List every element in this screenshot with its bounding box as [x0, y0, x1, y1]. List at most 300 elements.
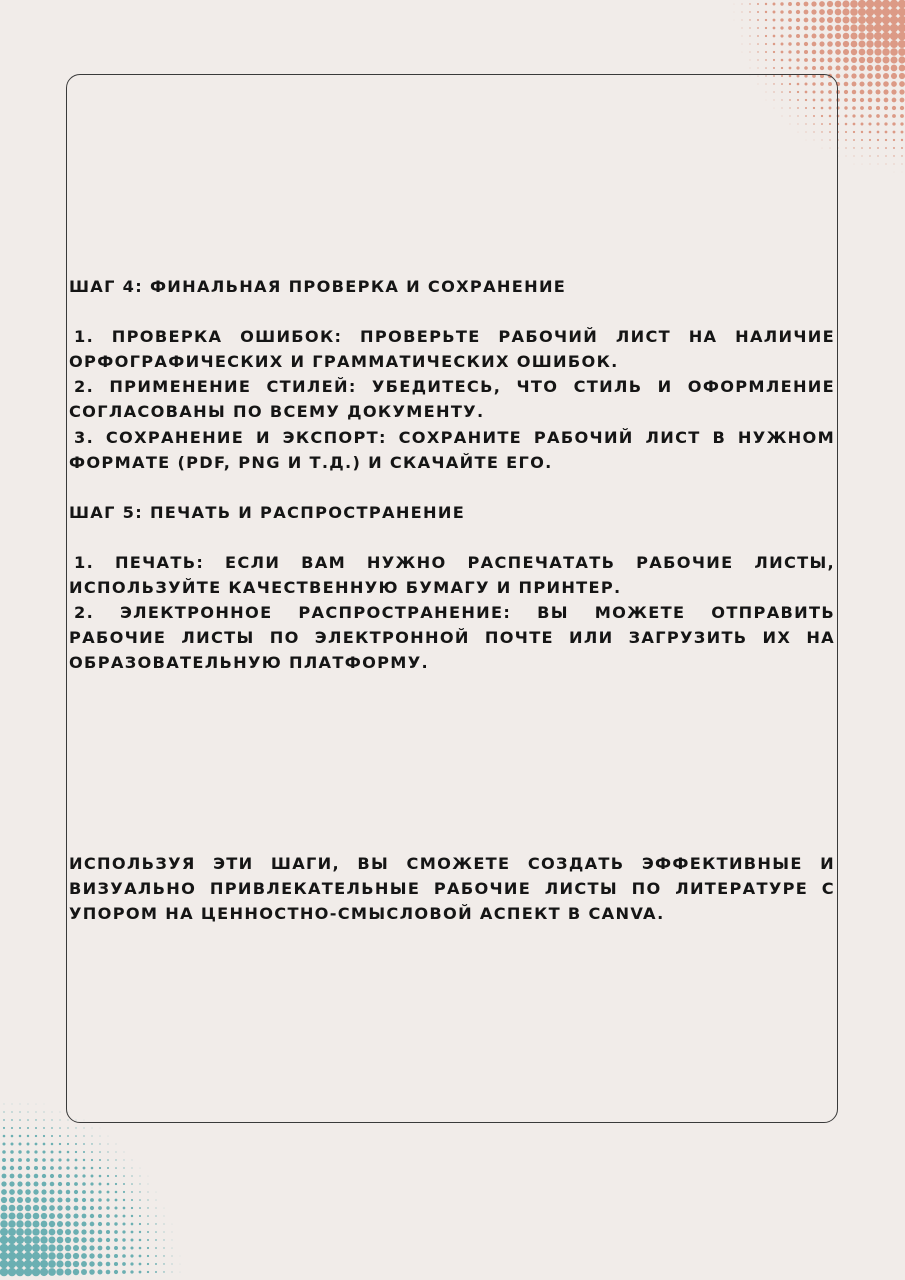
halftone-dot [20, 1104, 21, 1105]
halftone-dot [106, 1222, 110, 1226]
halftone-dot [0, 1212, 7, 1219]
halftone-dot [788, 10, 792, 14]
halftone-dot [854, 164, 855, 165]
halftone-dot [734, 12, 735, 13]
halftone-dot [57, 1197, 62, 1202]
halftone-dot [878, 164, 879, 165]
halftone-dot [27, 1143, 30, 1146]
halftone-dot [180, 1264, 181, 1265]
halftone-dot [781, 59, 784, 62]
halftone-dot [66, 1166, 69, 1169]
halftone-dot [163, 1263, 164, 1264]
halftone-dot [57, 1221, 63, 1227]
halftone-dot [147, 1271, 149, 1273]
halftone-dot [66, 1174, 70, 1178]
halftone-dot [796, 26, 800, 30]
halftone-dot [820, 66, 824, 70]
halftone-dot [869, 131, 872, 134]
halftone-dot [32, 1268, 41, 1277]
halftone-dot [48, 1268, 56, 1276]
halftone-dot [84, 1128, 85, 1129]
halftone-dot [9, 1197, 15, 1203]
halftone-dot [853, 147, 854, 148]
halftone-dot [83, 1167, 86, 1170]
halftone-dot [33, 1213, 40, 1220]
halftone-dot [74, 1198, 79, 1203]
halftone-dot [83, 1143, 85, 1145]
halftone-dot [41, 1205, 47, 1211]
halftone-dot [899, 81, 905, 87]
halftone-dot [0, 1244, 8, 1253]
halftone-dot [827, 49, 832, 54]
halftone-dot [34, 1150, 37, 1153]
halftone-dot [98, 1222, 102, 1226]
halftone-dot [835, 65, 840, 70]
halftone-dot [796, 50, 800, 54]
halftone-dot [853, 131, 855, 133]
halftone-dot [898, 0, 905, 8]
halftone-dot [773, 19, 776, 22]
halftone-dot [25, 1189, 31, 1195]
halftone-dot [869, 155, 870, 156]
halftone-dot [869, 139, 871, 141]
halftone-dot [25, 1181, 30, 1186]
halftone-dot [19, 1119, 21, 1121]
halftone-dot [90, 1190, 94, 1194]
halftone-dot [164, 1216, 165, 1217]
halftone-dot [40, 1236, 47, 1243]
halftone-dot [172, 1248, 173, 1249]
halftone-dot [123, 1183, 125, 1185]
halftone-dot [900, 114, 904, 118]
document-body [69, 274, 835, 926]
halftone-dot [68, 1120, 69, 1121]
halftone-dot [147, 1223, 149, 1225]
halftone-dot [16, 1236, 24, 1244]
halftone-dot [3, 1127, 5, 1129]
halftone-dot [18, 1150, 21, 1153]
halftone-dot [172, 1264, 173, 1265]
halftone-dot [859, 49, 866, 56]
halftone-dot [106, 1206, 109, 1209]
halftone-dot [867, 73, 873, 79]
halftone-dot [868, 90, 873, 95]
halftone-dot [17, 1181, 22, 1186]
halftone-dot [804, 2, 809, 7]
halftone-dot [901, 139, 903, 141]
halftone-dot [24, 1252, 33, 1261]
halftone-dot [749, 27, 750, 28]
halftone-dot [28, 1104, 29, 1105]
halftone-dot [66, 1198, 71, 1203]
halftone-dot [147, 1215, 149, 1217]
halftone-dot [851, 57, 857, 63]
halftone-dot [98, 1190, 101, 1193]
halftone-dot [10, 1174, 15, 1179]
halftone-dot [900, 98, 905, 103]
halftone-dot [123, 1167, 124, 1168]
halftone-dot [172, 1224, 173, 1225]
halftone-dot [82, 1198, 86, 1202]
halftone-dot [8, 1260, 17, 1269]
halftone-dot [0, 1220, 8, 1228]
halftone-dot [58, 1182, 62, 1186]
halftone-dot [804, 18, 809, 23]
halftone-dot [1, 1189, 7, 1195]
halftone-dot [123, 1191, 125, 1193]
halftone-dot [17, 1205, 24, 1212]
halftone-dot [107, 1159, 109, 1161]
halftone-dot [114, 1238, 118, 1242]
halftone-dot [901, 131, 904, 134]
halftone-dot [858, 8, 866, 16]
halftone-dot [874, 0, 883, 8]
halftone-dot [859, 73, 865, 79]
halftone-dot [882, 24, 891, 33]
halftone-dot [0, 1252, 8, 1261]
halftone-dot [81, 1237, 86, 1242]
halftone-dot [41, 1197, 47, 1203]
halftone-dot [852, 82, 857, 87]
halftone-dot [827, 9, 833, 15]
halftone-dot [844, 74, 849, 79]
halftone-dot [34, 1166, 38, 1170]
halftone-dot [17, 1189, 23, 1195]
halftone-dot [35, 1135, 37, 1137]
halftone-dot [57, 1237, 64, 1244]
halftone-dot [155, 1255, 157, 1257]
halftone-dot [99, 1167, 101, 1169]
halftone-dot [742, 20, 743, 21]
halftone-dot [164, 1224, 165, 1225]
halftone-dot [163, 1255, 164, 1256]
halftone-dot [65, 1253, 72, 1260]
halftone-dot [890, 56, 897, 63]
halftone-dot [18, 1158, 22, 1162]
halftone-dot [8, 1220, 16, 1228]
halftone-dot [139, 1231, 141, 1233]
halftone-dot [1, 1205, 8, 1212]
halftone-dot [122, 1238, 125, 1241]
halftone-dot [11, 1127, 13, 1129]
halftone-dot [861, 131, 863, 133]
halftone-dot [32, 1228, 39, 1235]
halftone-dot [842, 16, 849, 23]
halftone-dot [73, 1213, 78, 1218]
halftone-dot [89, 1269, 95, 1275]
halftone-dot [757, 3, 759, 5]
halftone-dot [869, 147, 871, 149]
halftone-dot [74, 1206, 79, 1211]
halftone-dot [876, 122, 879, 125]
halftone-dot [0, 1268, 8, 1277]
halftone-dot [796, 42, 800, 46]
halftone-dot [51, 1135, 53, 1137]
halftone-dot [75, 1127, 76, 1128]
halftone-dot [877, 147, 879, 149]
halftone-dot [861, 139, 863, 141]
halftone-dot [9, 1189, 15, 1195]
halftone-dot [100, 1136, 101, 1137]
halftone-dot [132, 1160, 133, 1161]
halftone-dot [874, 40, 882, 48]
halftone-dot [820, 58, 825, 63]
halftone-dot [106, 1238, 110, 1242]
halftone-dot [765, 59, 767, 61]
halftone-dot [883, 89, 888, 94]
halftone-dot [99, 1151, 101, 1153]
halftone-dot [11, 1135, 14, 1138]
halftone-dot [81, 1221, 86, 1226]
halftone-dot [147, 1207, 148, 1208]
halftone-dot [861, 147, 863, 149]
halftone-dot [122, 1270, 126, 1274]
halftone-dot [843, 65, 848, 70]
halftone-dot [844, 98, 848, 102]
halftone-dot [757, 51, 758, 52]
halftone-dot [843, 49, 849, 55]
halftone-dot [92, 1128, 93, 1129]
halftone-dot [788, 2, 792, 6]
halftone-dot [67, 1127, 68, 1128]
halftone-dot [57, 1245, 64, 1252]
halftone-dot [891, 89, 896, 94]
halftone-dot [757, 67, 758, 68]
halftone-dot [885, 155, 886, 156]
halftone-dot [82, 1214, 87, 1219]
halftone-dot [862, 164, 863, 165]
halftone-dot [882, 8, 891, 17]
halftone-dot [842, 8, 849, 15]
halftone-dot [115, 1191, 118, 1194]
halftone-dot [44, 1112, 45, 1113]
halftone-dot [18, 1166, 22, 1170]
halftone-dot [40, 1228, 47, 1235]
halftone-dot [49, 1213, 55, 1219]
halftone-dot [18, 1174, 23, 1179]
halftone-dot [89, 1237, 94, 1242]
halftone-dot [780, 18, 783, 21]
halftone-dot [850, 24, 857, 31]
halftone-dot [877, 139, 879, 141]
halftone-dot [8, 1268, 17, 1277]
halftone-dot [734, 4, 735, 5]
halftone-dot [114, 1230, 118, 1234]
halftone-dot [107, 1183, 110, 1186]
halftone-dot [891, 65, 898, 72]
halftone-dot [811, 25, 816, 30]
halftone-dot [32, 1236, 40, 1244]
halftone-dot [742, 12, 743, 13]
halftone-dot [65, 1269, 72, 1276]
halftone-dot [827, 41, 833, 47]
halftone-dot [850, 32, 857, 39]
halftone-dot [877, 155, 878, 156]
halftone-dot [843, 25, 850, 32]
halftone-dot [1, 1197, 7, 1203]
halftone-dot [845, 123, 848, 126]
halftone-dot [845, 139, 847, 141]
halftone-dot [81, 1229, 86, 1234]
halftone-dot [757, 35, 759, 37]
halftone-dot [73, 1245, 79, 1251]
halftone-dot [83, 1151, 85, 1153]
halftone-dot [890, 0, 899, 8]
halftone-dot [139, 1183, 140, 1184]
halftone-dot [155, 1215, 156, 1216]
halftone-dot [851, 49, 857, 55]
halftone-dot [17, 1213, 24, 1220]
halftone-dot [835, 49, 841, 55]
halftone-dot [11, 1111, 12, 1112]
halftone-dot [882, 0, 891, 8]
halftone-dot [32, 1260, 41, 1269]
halftone-dot [82, 1174, 85, 1177]
halftone-dot [60, 1112, 61, 1113]
halftone-dot [780, 10, 783, 13]
halftone-dot [860, 90, 865, 95]
halftone-dot [892, 98, 897, 103]
halftone-dot [27, 1127, 29, 1129]
halftone-dot [81, 1253, 87, 1259]
halftone-dot [875, 65, 881, 71]
halftone-dot [16, 1252, 25, 1261]
halftone-dot [867, 81, 872, 86]
halftone-dot [749, 3, 750, 4]
halftone-dot [2, 1150, 6, 1154]
halftone-dot [34, 1158, 38, 1162]
halftone-dot [99, 1183, 102, 1186]
halftone-dot [32, 1252, 40, 1260]
halftone-dot [884, 114, 888, 118]
halftone-dot [19, 1143, 22, 1146]
halftone-dot [788, 34, 792, 38]
halftone-dot [131, 1191, 133, 1193]
halftone-dot [890, 48, 898, 56]
halftone-dot [50, 1182, 55, 1187]
halftone-dot [781, 67, 783, 69]
halftone-dot [49, 1221, 55, 1227]
halftone-dot [883, 73, 889, 79]
halftone-dot [131, 1175, 132, 1176]
halftone-dot [42, 1182, 47, 1187]
halftone-dot [811, 17, 816, 22]
halftone-dot [749, 19, 750, 20]
halftone-dot [819, 41, 824, 46]
halftone-dot [867, 57, 874, 64]
halftone-dot [850, 16, 857, 23]
halftone-dot [773, 27, 776, 30]
halftone-dot [41, 1213, 47, 1219]
halftone-dot [9, 1181, 14, 1186]
halftone-dot [835, 9, 842, 16]
halftone-dot [796, 66, 799, 69]
halftone-dot [845, 115, 848, 118]
halftone-dot [48, 1252, 56, 1260]
halftone-dot [875, 57, 882, 64]
halftone-dot [107, 1175, 109, 1177]
halftone-dot [155, 1223, 156, 1224]
halftone-dot [858, 0, 866, 8]
halftone-dot [891, 81, 897, 87]
halftone-dot [773, 3, 776, 6]
halftone-dot [59, 1127, 61, 1129]
halftone-dot [83, 1135, 84, 1136]
halftone-dot [10, 1158, 14, 1162]
halftone-dot [51, 1143, 54, 1146]
halftone-dot [16, 1228, 24, 1236]
halftone-dot [891, 73, 897, 79]
halftone-dot [845, 147, 846, 148]
halftone-dot [883, 65, 890, 72]
halftone-dot [163, 1271, 164, 1272]
halftone-dot [860, 106, 864, 110]
halftone-dot [901, 155, 902, 156]
halftone-dot [49, 1205, 55, 1211]
halftone-dot [65, 1237, 71, 1243]
halftone-dot [65, 1213, 70, 1218]
halftone-dot [796, 2, 800, 6]
halftone-dot [11, 1119, 13, 1121]
halftone-dot [827, 25, 833, 31]
halftone-dot [26, 1158, 30, 1162]
halftone-dot [25, 1213, 32, 1220]
halftone-dot [114, 1270, 118, 1274]
halftone-dot [40, 1268, 48, 1276]
halftone-dot [796, 10, 800, 14]
halftone-dot [854, 156, 855, 157]
halftone-dot [765, 3, 767, 5]
halftone-dot [106, 1214, 110, 1218]
halftone-dot [122, 1262, 126, 1266]
halftone-dot [97, 1269, 102, 1274]
halftone-dot [860, 98, 864, 102]
halftone-dot [59, 1151, 62, 1154]
halftone-dot [780, 2, 783, 5]
halftone-dot [98, 1198, 102, 1202]
halftone-dot [115, 1167, 117, 1169]
halftone-dot [131, 1183, 133, 1185]
halftone-dot [124, 1152, 125, 1153]
halftone-dot [843, 33, 850, 40]
halftone-dot [33, 1221, 40, 1228]
halftone-dot [74, 1174, 77, 1177]
halftone-dot [65, 1205, 70, 1210]
halftone-dot [882, 48, 889, 55]
halftone-dot [812, 34, 817, 39]
step5-item-2: 2. ЭЛЕКТРОННОЕ РАСПРОСТРАНЕНИЕ: ВЫ МОЖЕТЕ ОТПРАВИТЬ РАБОЧИЕ ЛИСТЫ ПО ЭЛЕКТРОННОЙ ПОЧТЕ ИЛИ ЗАГРУЗИТЬ ИХ НА ОБРАЗОВАТЕЛЬНУЮ ПЛАТФОРМУ. [69, 603, 835, 673]
halftone-dot [172, 1240, 173, 1241]
halftone-dot [877, 131, 880, 134]
halftone-dot [884, 106, 888, 110]
halftone-dot [9, 1205, 16, 1212]
halftone-dot [8, 1252, 17, 1261]
halftone-dot [35, 1143, 38, 1146]
halftone-dot [106, 1270, 111, 1275]
halftone-dot [57, 1229, 63, 1235]
halftone-dot [892, 122, 895, 125]
halftone-dot [58, 1174, 62, 1178]
halftone-dot [2, 1174, 7, 1179]
halftone-dot [99, 1143, 100, 1144]
halftone-dot [52, 1112, 53, 1113]
halftone-dot [82, 1182, 86, 1186]
halftone-dot [25, 1197, 31, 1203]
halftone-dot [892, 106, 896, 110]
halftone-dot [883, 81, 889, 87]
halftone-dot [73, 1221, 78, 1226]
halftone-dot [868, 122, 871, 125]
